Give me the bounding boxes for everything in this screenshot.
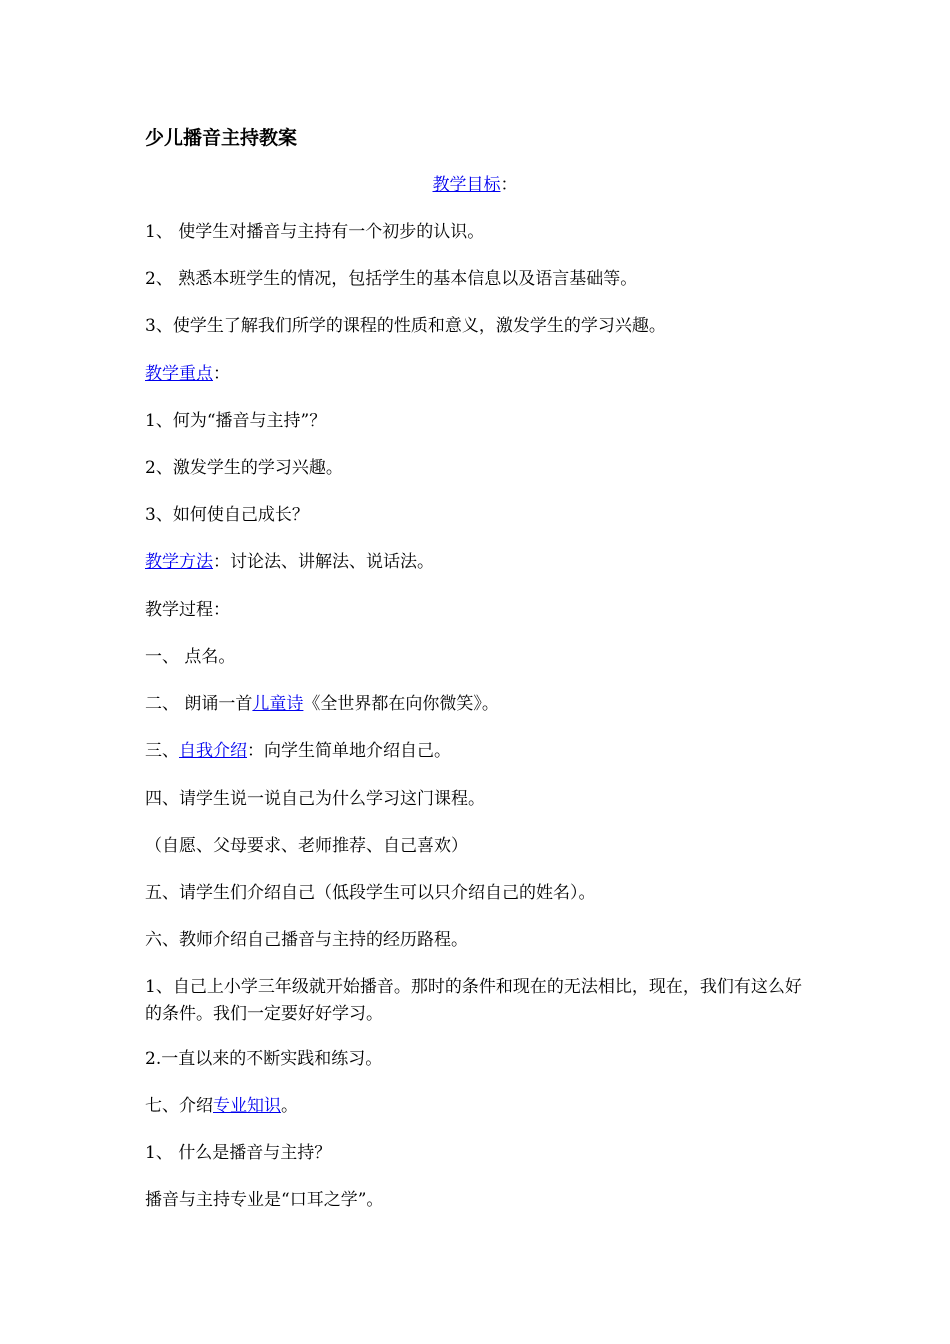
process-step-7-text: 播音与主持专业是“口耳之学”。 [145, 1190, 384, 1210]
process-heading: 教学过程： [145, 600, 230, 620]
document-title: 少儿播音主持教案 [145, 127, 298, 149]
process-step-2-prefix: 二、 朗诵一首 [145, 694, 253, 714]
objectives-heading [0, 172, 950, 198]
key-point-item-1: 1、何为“播音与主持”？ [145, 411, 327, 431]
process-step-7-suffix: 。 [281, 1096, 298, 1116]
objective-item-3: 3、使学生了解我们所学的课程的性质和意义，激发学生的学习兴趣。 [145, 316, 666, 336]
process-step-2-suffix: 《全世界都在向你微笑》。 [303, 694, 499, 714]
key-point-item-3: 3、如何使自己成长？ [145, 505, 309, 525]
process-step-1: 一、 点名。 [145, 647, 236, 667]
process-step-6-item-1: 1、自己上小学三年级就开始播音。那时的条件和现在的无法相比，现在，我们有这么好的条件。我们一定要好好学习。 [145, 977, 802, 1024]
key-points-link[interactable]: 教学重点 [145, 364, 213, 384]
objective-item-2: 2、 熟悉本班学生的情况，包括学生的基本信息以及语言基础等。 [145, 269, 638, 289]
methods-link[interactable]: 教学方法 [145, 552, 213, 572]
methods-line [145, 549, 434, 575]
self-introduction-link[interactable]: 自我介绍 [179, 741, 247, 761]
objectives-heading-suffix: ： [500, 175, 518, 195]
key-point-item-2: 2、激发学生的学习兴趣。 [145, 458, 343, 478]
process-step-4-note: （自愿、父母要求、老师推荐、自己喜欢） [145, 836, 468, 856]
process-step-4: 四、请学生说一说自己为什么学习这门课程。 [145, 789, 485, 809]
process-step-6-item-2: 2.一直以来的不断实践和练习。 [145, 1049, 383, 1069]
process-step-7-item-1: 1、 什么是播音与主持？ [145, 1143, 332, 1163]
children-poem-link[interactable]: 儿童诗 [252, 694, 304, 714]
process-step-3-suffix: ：向学生简单地介绍自己。 [247, 741, 451, 761]
objective-item-1: 1、 使学生对播音与主持有一个初步的认识。 [145, 222, 485, 242]
process-step-3 [145, 738, 451, 764]
process-step-7 [145, 1093, 298, 1119]
objectives-link[interactable]: 教学目标 [432, 175, 501, 195]
methods-text: ：讨论法、讲解法、说话法。 [213, 552, 434, 572]
process-step-2 [145, 691, 499, 717]
key-points-heading [145, 361, 230, 387]
process-step-6: 六、教师介绍自己播音与主持的经历路程。 [145, 930, 468, 950]
key-points-heading-suffix: ： [213, 364, 230, 384]
process-step-5: 五、请学生们介绍自己（低段学生可以只介绍自己的姓名）。 [145, 883, 596, 903]
process-step-3-prefix: 三、 [145, 741, 179, 761]
professional-knowledge-link[interactable]: 专业知识 [213, 1096, 281, 1116]
process-step-7-prefix: 七、介绍 [145, 1096, 213, 1116]
